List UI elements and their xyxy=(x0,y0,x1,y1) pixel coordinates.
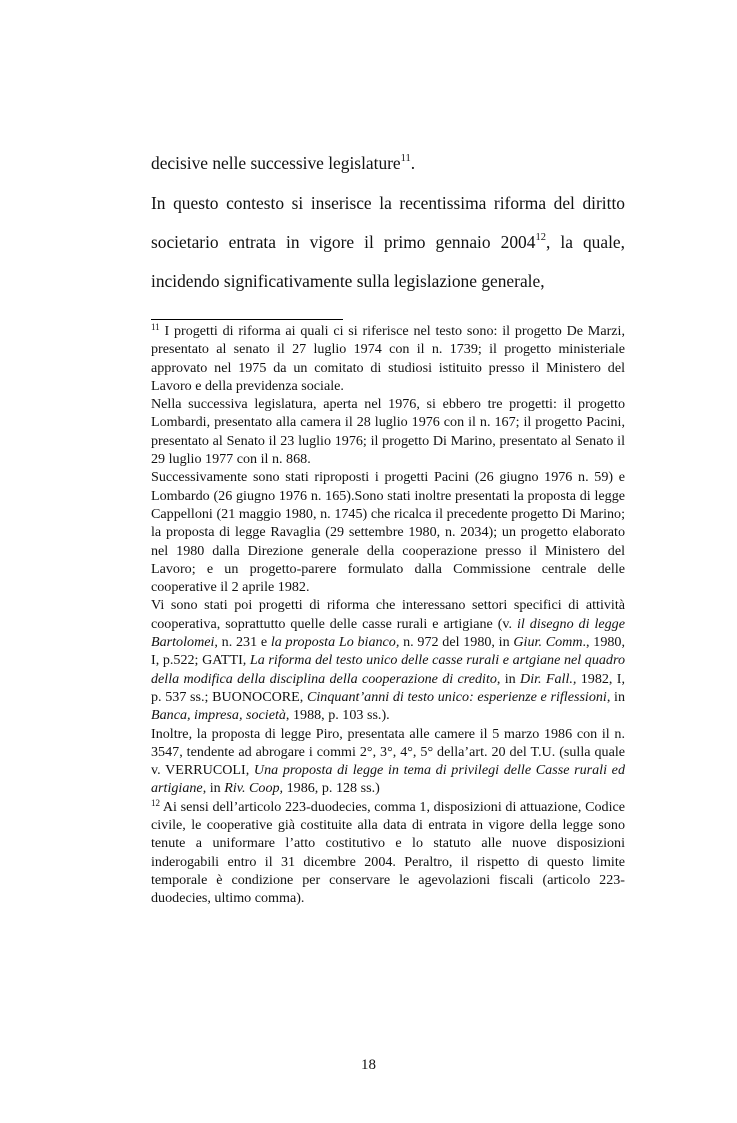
page-number: 18 xyxy=(361,1057,376,1073)
body-line-1: decisive nelle successive legislature$^{11}$. xyxy=(151,153,416,173)
footnote-11-para-2: Nella successiva legislatura, aperta nel 1976, si ebbero tre progetti: il progetto Lombardi, presentato alla camera il 28 luglio 1976 con il n. 167; il progetto Pacini, presentato al Senato il 23 luglio 1976; il progetto Di Marino, presentato al Senato il 29 luglio 1977 con il n. 868. xyxy=(151,396,625,468)
footnote-ref-12[interactable]: 12 xyxy=(535,232,546,243)
footnote-separator xyxy=(151,319,343,320)
footnote-ref-11[interactable]: 11 xyxy=(400,153,411,164)
footnote-11-para-3: Successivamente sono stati riproposti i progetti Pacini (26 giugno 1976 n. 59) e Lombardo (26 giugno 1976 n. 165).Sono stati inoltre presentati la proposta di legge Cappelloni (21 maggio 1980, n. 1745) che ricalca il precedente progetto Di Marino; la proposta di legge Ravaglia (29 settembre 1980, n. 2034); un progetto elaborato nel 1980 dalla Direzione generale della cooperazione presso il Ministero del Lavoro; e un progetto-parere formulato dalla Commissione centrale delle cooperative il 2 aprile 1982. xyxy=(151,469,625,596)
footnote-11-para-5: Inoltre, la proposta di legge Piro, presentata alle camere il 5 marzo 1986 con il n. 3547, tendente ad abrogare i commi 2°, 3°, 4°, 5° della’art. 20 del T.U. (sulla quale v. VERRUCOLI, Una proposta di legge in tema di privilegi delle Casse rurali ed artigiane, in Riv. Coop, 1986, p. 128 ss.) xyxy=(151,725,625,797)
footnote-marker-12: 12 xyxy=(151,797,160,808)
footnote-marker-11: 11 xyxy=(151,322,160,332)
footnote-12: $^{12}$ Ai sensi dell’articolo 223-duodecies, comma 1, disposizioni di attuazione, Codice civile, le cooperative già costituite alla data di entrata in vigore della legge sono tenute a uniformare l’atto costitutivo e lo statuto alle nuove disposizioni inderogabili entro il 31 dicembre 2004. Peraltro, il rispetto di questo limite temporale è condizione per conservare le agevolazioni fiscali (articolo 223-duodecies, ultimo comma). xyxy=(151,797,625,907)
footnote-11-para-4: Vi sono stati poi progetti di riforma che interessano settori specifici di attività cooperativa, soprattutto quelle delle casse rurali e artigiane (v. il disegno di legge Bartolomei, n. 231 e la proposta Lo bianco, n. 972 del 1980, in Giur. Comm., 1980, I, p.522; GATTI, La riforma del testo unico delle casse rurali e artgiane nel quadro della modifica della disciplina della cooperazione di credito, in Dir. Fall., 1982, I, p. 537 ss.; BUONOCORE, Cinquant’anni di testo unico: esperienze e riflessioni, in Banca, impresa, società, 1988, p. 103 ss.). xyxy=(151,597,626,724)
footnotes xyxy=(151,322,625,908)
main-text xyxy=(151,144,625,301)
footnote-11-para-1: $^{11}$ I progetti di riforma ai quali ci si riferisce nel testo sono: il progetto De Marzi, presentato al senato il 27 luglio 1974 con il n. 1739; il progetto ministeriale approvato nel 1975 da un comitato di studiosi istituito presso il Ministero del Lavoro e della previdenza sociale. xyxy=(151,322,625,394)
body-paragraph: In questo contesto si inserisce la recentissima riforma del diritto societario entrata in vigore il primo gennaio 2004$^{12}$, la quale, incidendo significativamente sulla legislazione generale, xyxy=(151,193,625,291)
